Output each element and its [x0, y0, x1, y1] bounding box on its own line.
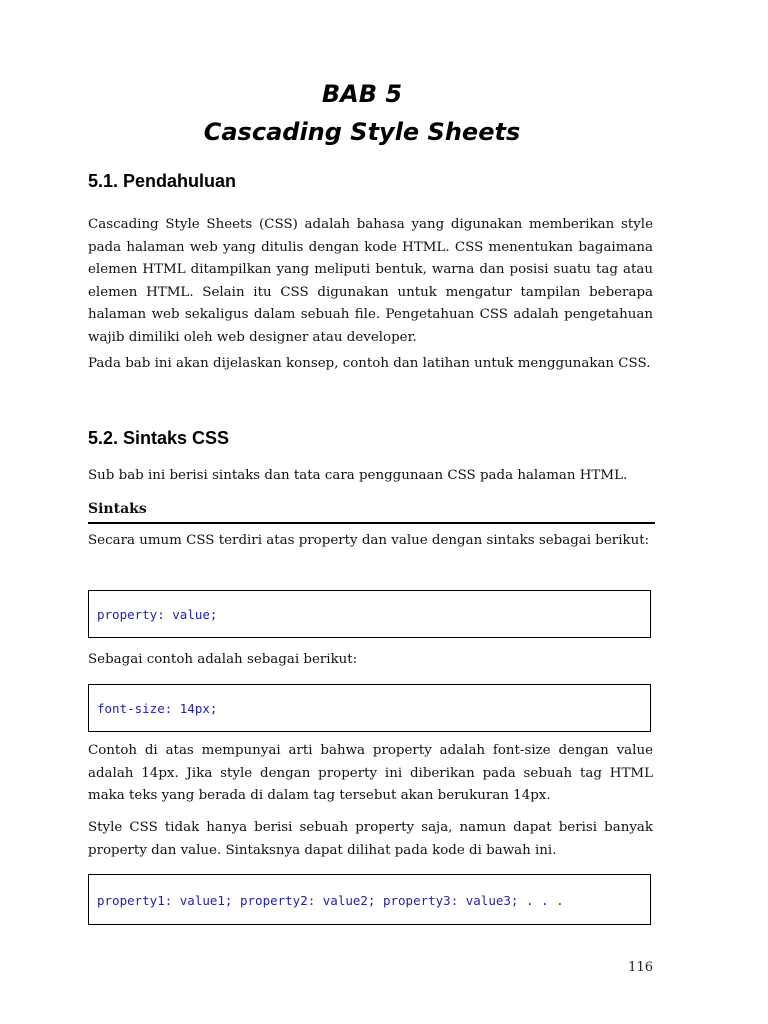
code-block-multiple [88, 874, 651, 925]
code-multiple: property1: value1; property2: value2; property3: value3; . . . [97, 893, 564, 908]
chapter-number: BAB 5 [321, 80, 403, 108]
paragraph-section-intro: Sub bab ini berisi sintaks dan tata cara penggunaan CSS pada halaman HTML. [88, 468, 628, 483]
section-heading-pendahuluan: 5.1. Pendahuluan [88, 171, 237, 191]
code-block-syntax [88, 590, 651, 638]
paragraph-example-explanation: Contoh di atas mempunyai arti bahwa property adalah font-size dengan value adalah 14px. Jika style dengan property ini diberikan pada sebuah tag HTML maka teks yang berada di dalam tag tersebut akan berukuran 14px. [88, 743, 653, 803]
code-syntax: property: value; [97, 607, 218, 622]
code-block-example [88, 684, 651, 732]
paragraph-css-definition: Cascading Style Sheets (CSS) adalah bahasa yang digunakan memberikan style pada halaman web yang ditulis dengan kode HTML. CSS menentukan bagaimana elemen HTML ditampilkan yang meliputi bentuk, warna dan posisi suatu tag atau elemen HTML. Selain itu CSS digunakan untuk mengatur tampilan beberapa halaman web sekaligus dalam sebuah file. Pengetahuan CSS adalah pengetahuan wajib dimiliki oleh web designer atau developer. [88, 217, 653, 345]
paragraph-chapter-overview: Pada bab ini akan dijelaskan konsep, contoh dan latihan untuk menggunakan CSS. [88, 356, 651, 371]
page-number: 116 [628, 960, 653, 975]
subheading-sintaks: Sintaks [88, 498, 655, 524]
paragraph-syntax-description: Secara umum CSS terdiri atas property dan value dengan sintaks sebagai berikut: [88, 533, 650, 548]
paragraph-multiple-properties: Style CSS tidak hanya berisi sebuah property saja, namun dapat berisi banyak property dan value. Sintaksnya dapat dilihat pada kode di bawah ini. [88, 820, 653, 858]
section-heading-sintaks-css: 5.2. Sintaks CSS [88, 428, 230, 448]
chapter-title: Cascading Style Sheets [203, 118, 521, 146]
paragraph-example-intro: Sebagai contoh adalah sebagai berikut: [88, 652, 358, 667]
code-example: font-size: 14px; [97, 701, 218, 716]
